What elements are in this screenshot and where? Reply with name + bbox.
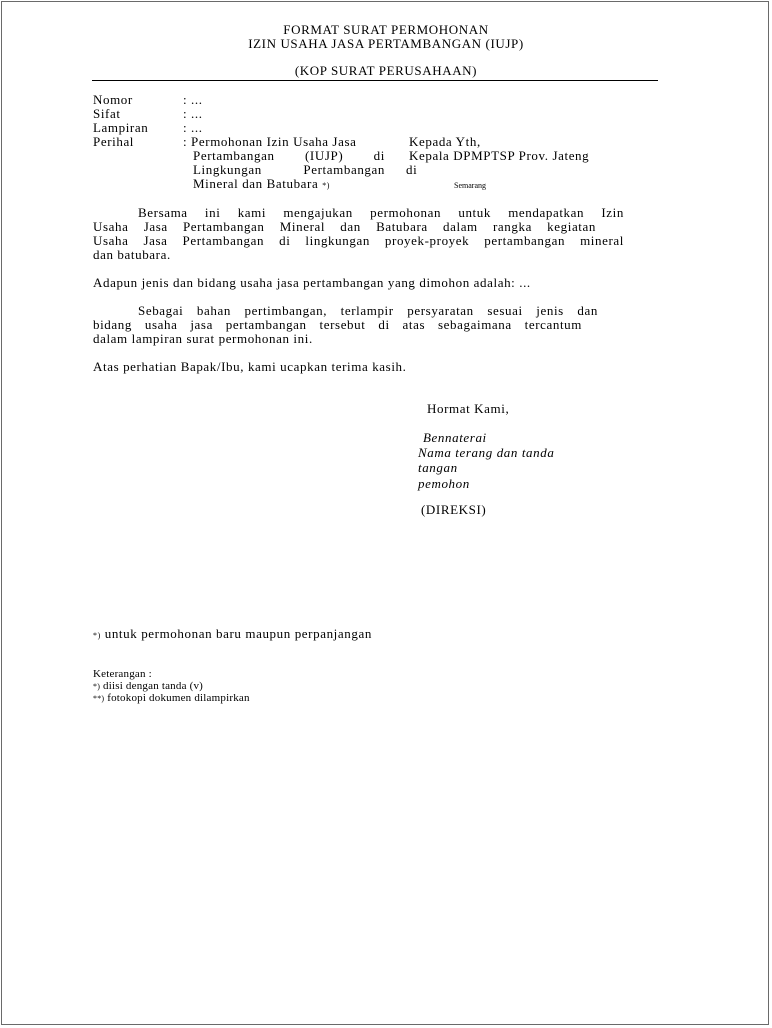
recipient-di: di xyxy=(406,162,418,177)
keterangan-item1-mark: *) xyxy=(93,682,101,691)
kop-surat-placeholder: (KOP SURAT PERUSAHAAN) xyxy=(294,63,478,78)
signer-name-line1: Nama terang dan tanda xyxy=(418,445,555,460)
sifat-label: Sifat xyxy=(93,106,121,121)
document-title-line2: IZIN USAHA JASA PERTAMBANGAN (IUJP) xyxy=(248,36,524,51)
keterangan-item2 xyxy=(93,692,250,705)
footnote-mark: *) xyxy=(93,631,101,640)
lampiran-value: : ... xyxy=(183,120,203,135)
body-para1-line4: dan batubara. xyxy=(93,247,171,262)
footnote-text: untuk permohonan baru maupun perpanjangan xyxy=(104,626,372,641)
body-para1-line3: Usaha Jasa Pertambangan di lingkungan proyek-proyek pertambangan mineral xyxy=(93,233,624,248)
keterangan-item2-mark: **) xyxy=(93,694,105,703)
keterangan-item2-text: fotokopi dokumen dilampirkan xyxy=(107,692,250,704)
perihal-label: Perihal xyxy=(93,134,135,149)
signer-name-line3: pemohon xyxy=(418,476,470,491)
stamp-placeholder: Bennaterai xyxy=(423,430,487,445)
sifat-value: : ... xyxy=(183,106,203,121)
recipient-title: Kepala DPMPTSP Prov. Jateng xyxy=(409,148,590,163)
keterangan-title: Keterangan : xyxy=(93,668,152,680)
perihal-line1: : Permohonan Izin Usaha Jasa xyxy=(183,134,357,149)
footnote xyxy=(93,627,372,643)
closing-greeting: Hormat Kami, xyxy=(427,401,510,416)
recipient-city: Semarang xyxy=(454,181,486,190)
nomor-label: Nomor xyxy=(93,92,133,107)
page-frame xyxy=(1,1,769,1025)
body-para3-line1: Sebagai bahan pertimbangan, terlampir persyaratan sesuai jenis dan xyxy=(138,303,598,318)
signer-position: (DIREKSI) xyxy=(421,502,487,517)
document-title-line1: FORMAT SURAT PERMOHONAN xyxy=(283,22,489,37)
body-para3-line3: dalam lampiran surat permohonan ini. xyxy=(93,331,313,346)
body-para4: Atas perhatian Bapak/Ibu, kami ucapkan terima kasih. xyxy=(93,359,407,374)
signer-name-line2: tangan xyxy=(418,460,458,475)
body-para1-line2: Usaha Jasa Pertambangan Mineral dan Batubara dalam rangka kegiatan xyxy=(93,219,596,234)
recipient-salutation: Kepada Yth, xyxy=(409,134,481,149)
perihal-mark: *) xyxy=(322,181,331,190)
keterangan-item1-text: diisi dengan tanda (v) xyxy=(103,680,204,692)
body-para3-line2: bidang usaha jasa pertambangan tersebut di atas sebagaimana tercantum xyxy=(93,317,582,332)
perihal-line4 xyxy=(193,177,330,193)
perihal-line2: Pertambangan (IUJP) di xyxy=(193,148,385,163)
lampiran-label: Lampiran xyxy=(93,120,149,135)
header-divider xyxy=(92,80,658,81)
body-para2: Adapun jenis dan bidang usaha jasa pertambangan yang dimohon adalah: ... xyxy=(93,275,531,290)
perihal-line3: Lingkungan Pertambangan xyxy=(193,162,385,177)
perihal-line4-text: Mineral dan Batubara xyxy=(193,176,319,191)
nomor-value: : ... xyxy=(183,92,203,107)
body-para1-line1: Bersama ini kami mengajukan permohonan untuk mendapatkan Izin xyxy=(138,205,624,220)
